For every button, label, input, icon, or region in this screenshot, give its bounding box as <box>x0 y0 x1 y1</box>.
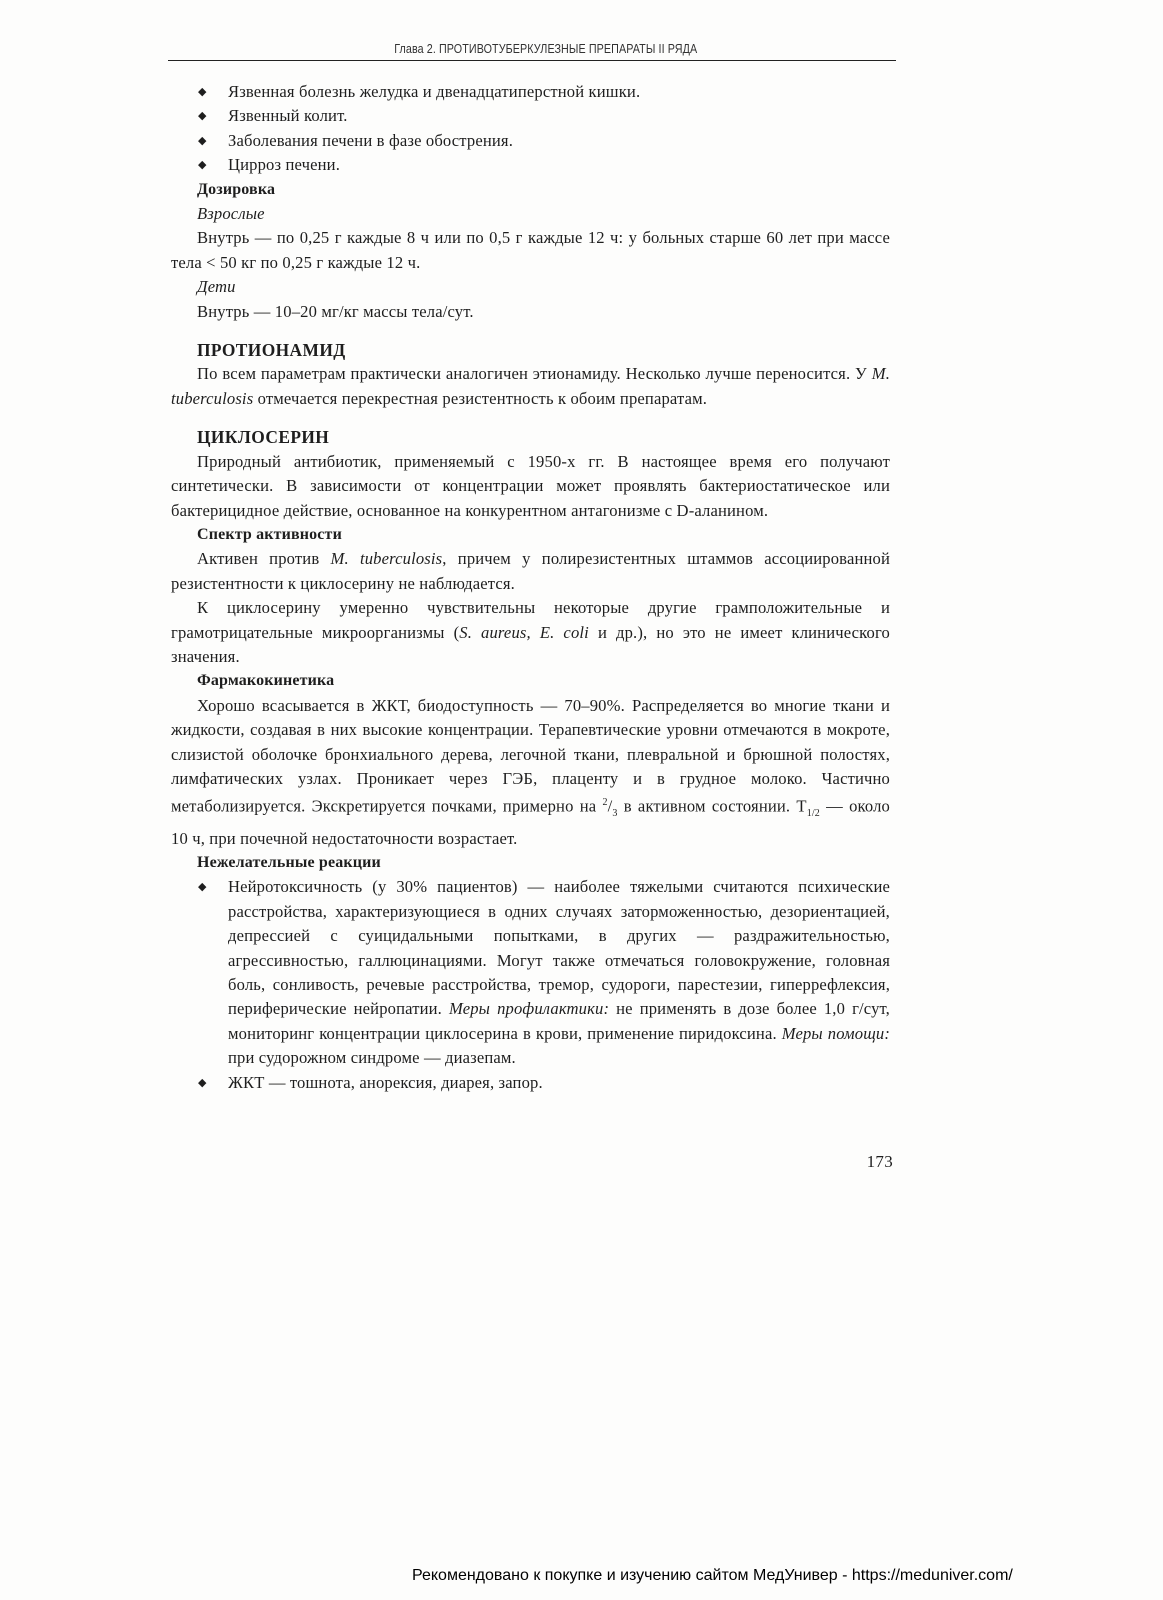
list-item: ◆ Язвенная болезнь желудка и двенадцатиперстной кишки. <box>171 80 890 104</box>
protionamide-text: По всем параметрам практически аналогичен этионамиду. Несколько лучше переносится. У M. tuberculosis отмечается перекрестная резистентность к обоим препаратам. <box>171 364 890 408</box>
pharmacokinetics-heading: Фармакокинетика <box>197 672 335 690</box>
spectrum-paragraph-2: К циклосерину умеренно чувствительны некоторые другие грамположительные и грамотрицательные микроорганизмы (S. aureus, E. coli и др.), но это не имеет клинического значения. <box>171 598 890 666</box>
bullet-diamond-icon: ◆ <box>198 134 207 147</box>
dosage-heading: Дозировка <box>197 180 276 198</box>
pharmacokinetics-text: Хорошо всасывается в ЖКТ, биодоступность — 70–90%. Распределяется во многие ткани и жидкости, создавая в них высокие концентрации. Терапевтические уровни отмечаются в мокроте, слизистой оболочке бронхиального дерева, легочной ткани, плевральной и брюшной полостях, лимфатических узлах. Проникает через ГЭБ, плаценту и в грудное молоко. Частично метаболизируется. Экскретируется почками, примерно на $^2/_3$ в активном состоянии. $T_{1/2}$ — около 10 ч, при почечной недостаточности возрастает. <box>171 695 890 848</box>
adverse-reactions-heading: Нежелательные реакции <box>197 854 381 872</box>
adverse-reactions-list <box>171 875 890 1095</box>
list-item: ◆ Язвенный колит. <box>171 104 890 128</box>
list-item: ◆ Цирроз печени. <box>171 153 890 177</box>
running-head: Глава 2. ПРОТИВОТУБЕРКУЛЕЗНЫЕ ПРЕПАРАТЫ II РЯДА <box>394 42 698 56</box>
spectrum-paragraph-1: Активен против M. tuberculosis, причем у полирезистентных штаммов ассоциированной резистентности к циклосерину не наблюдается. <box>171 549 891 593</box>
list-item: ◆ Нейротоксичность (у 30% пациентов) — наиболее тяжелыми считаются психические расстройства, характеризующиеся в одних случаях заторможенностью, дезориентацией, депрессией с суицидальными попытками, в других — раздражительностью, агрессивностью, галлюцинациями. Могут также отмечаться головокружение, головная боль, сонливость, речевые расстройства, тремор, судороги, парестезии, гиперрефлексия, периферические нейропатии. Меры профилактики: не применять в дозе более 1,0 г/сут, мониторинг концентрации циклосерина в крови, применение пиридоксина. Меры помощи: при судорожном синдроме — диазепам. <box>198 877 890 1068</box>
cycloserine-heading: ЦИКЛОСЕРИН <box>197 427 330 448</box>
page-body <box>171 80 890 1095</box>
adults-dosage-text: Внутрь — по 0,25 г каждые 8 ч или по 0,5 г каждые 12 ч: у больных старше 60 лет при массе тела < 50 кг по 0,25 г каждые 12 ч. <box>171 228 890 272</box>
list-item: ◆ ЖКТ — тошнота, анорексия, диарея, запор. <box>171 1071 890 1095</box>
adults-label: Взрослые <box>197 204 265 224</box>
list-item: ◆ Заболевания печени в фазе обострения. <box>171 129 890 153</box>
contraindications-list <box>171 80 890 178</box>
page-number: 173 <box>866 1152 893 1171</box>
bullet-diamond-icon: ◆ <box>198 110 207 123</box>
bullet-diamond-icon: ◆ <box>198 159 207 172</box>
children-label: Дети <box>197 277 236 297</box>
bullet-diamond-icon: ◆ <box>198 881 207 894</box>
children-dosage-text: Внутрь — 10–20 мг/кг массы тела/сут. <box>197 301 474 321</box>
header-rule <box>168 60 896 61</box>
protionamide-heading: ПРОТИОНАМИД <box>197 340 346 361</box>
cycloserine-intro: Природный антибиотик, применяемый с 1950-х гг. В настоящее время его получают синтетически. В зависимости от концентрации может проявлять бактериостатическое или бактерицидное действие, основанное на конкурентном антагонизме с D-аланином. <box>171 451 890 520</box>
bullet-diamond-icon: ◆ <box>198 86 207 98</box>
bullet-diamond-icon: ◆ <box>198 1076 207 1089</box>
spectrum-heading: Спектр активности <box>197 525 342 543</box>
footer-recommendation: Рекомендовано к покупке и изучению сайтом МедУнивер - https://meduniver.com/ <box>412 1567 1013 1584</box>
